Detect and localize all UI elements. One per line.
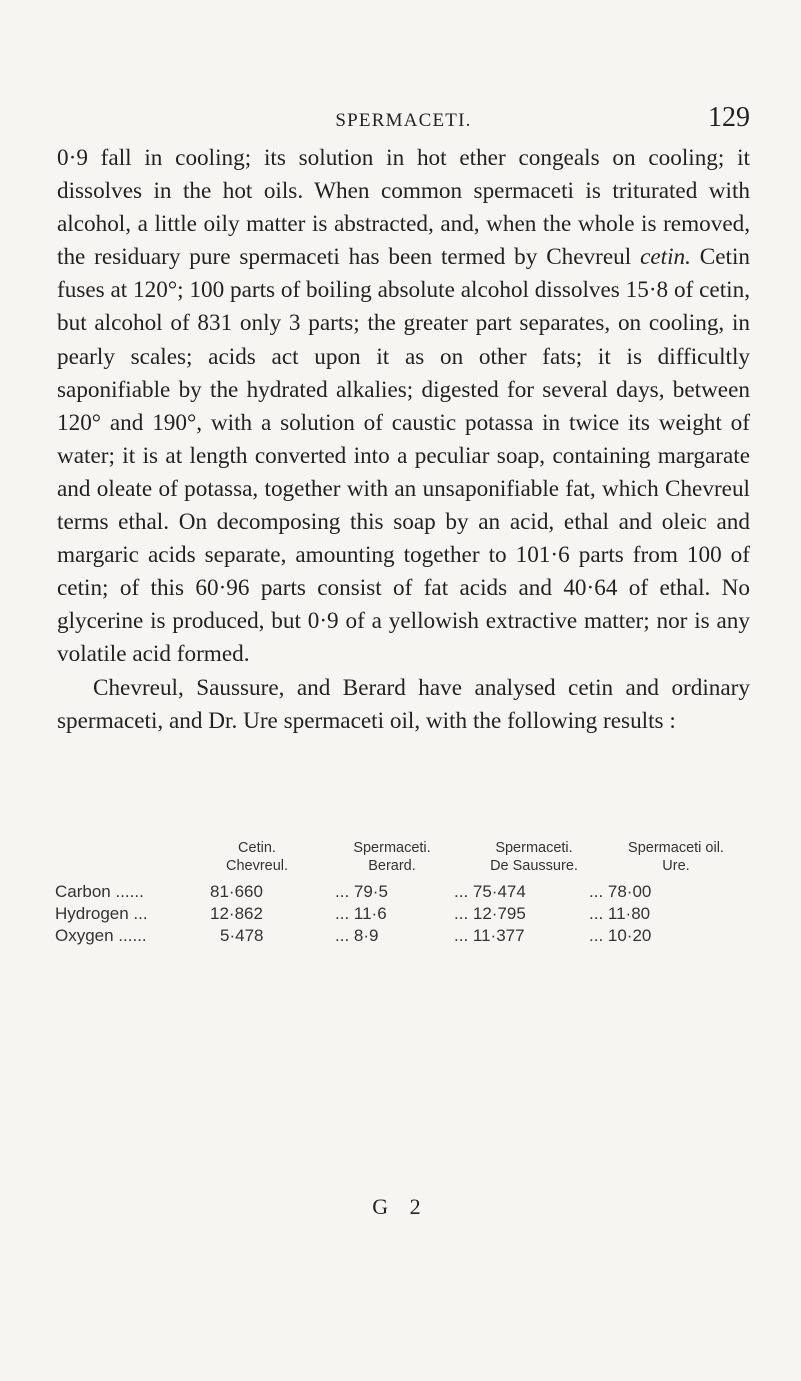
cell-saussure: ... 12·795 — [454, 904, 526, 923]
cell-ure: ... 10·20 — [589, 926, 652, 945]
signature-mark: G 2 — [372, 1194, 429, 1219]
cell-berard: ... 11·6 — [335, 904, 387, 923]
row-label: Oxygen ...... — [55, 926, 147, 945]
cell-cetin: 81·660 — [210, 882, 263, 901]
table-row — [57, 903, 750, 925]
column-header-berard: Spermaceti. Berard. — [353, 840, 431, 874]
row-label: Carbon ...... — [55, 882, 144, 901]
paragraph-1-text-a: 0·9 fall in cooling; its solution in hot ether congeals on cooling; it dissolves in the hot oils. When common spermaceti is triturated with alcohol, a little oily matter is abstracted, and, when the whole is removed, the residuary pure spermaceti has been termed by Chevreul — [57, 145, 750, 271]
cell-saussure: ... 11·377 — [454, 926, 525, 945]
column-header-cetin: Cetin. Chevreul. — [225, 840, 289, 874]
running-head: SPERMACETI. — [335, 110, 472, 131]
cell-ure: ... 11·80 — [589, 904, 651, 923]
paragraph-2: Chevreul, Saussure, and Berard have analysed cetin and ordinary spermaceti, and Dr. Ure spermaceti oil, with the following results : — [57, 674, 750, 734]
table-row — [57, 881, 750, 903]
cell-berard: ... 79·5 — [335, 882, 388, 901]
cetin-term: cetin. — [640, 244, 691, 271]
cell-cetin: 5·478 — [220, 926, 264, 945]
cell-saussure: ... 75·474 — [454, 882, 526, 901]
page-header — [57, 102, 750, 142]
cell-ure: ... 78·00 — [589, 882, 652, 901]
table-header — [57, 839, 750, 881]
analysis-table — [57, 839, 750, 947]
table-row — [57, 925, 750, 947]
row-label: Hydrogen ... — [55, 904, 148, 923]
body-text — [57, 142, 750, 738]
column-header-saussure: Spermaceti. De Saussure. — [490, 840, 578, 874]
paragraph-1 — [57, 142, 750, 672]
column-header-ure: Spermaceti oil. Ure. — [628, 840, 724, 874]
paragraph-1-text-b: Cetin fuses at 120°; 100 parts of boiling absolute alcohol dissolves 15·8 of cetin, but alcohol of 831 only 3 parts; the greater part separates, on cooling, in pearly scales; acids act upon it as on other fats; it is difficultly saponifiable by the hydrated alkalies; digested for several days, between 120° and 190°, with a solution of caustic potassa in twice its weight of water; it is at length converted into a peculiar soap, containing margarate and oleate of potassa, together with an unsaponifiable fat, which Chevreul terms ethal. On decomposing this soap by an acid, ethal and oleic and margaric acids separate, amounting together to 101·6 parts from 100 of cetin; of this 60·96 parts consist of fat acids and 40·64 of ethal. No glycerine is produced, but 0·9 of a yellowish extractive matter; nor is any volatile acid formed. — [57, 244, 750, 668]
cell-berard: ... 8·9 — [335, 926, 379, 945]
page-number: 129 — [708, 102, 750, 133]
cell-cetin: 12·862 — [210, 904, 263, 923]
